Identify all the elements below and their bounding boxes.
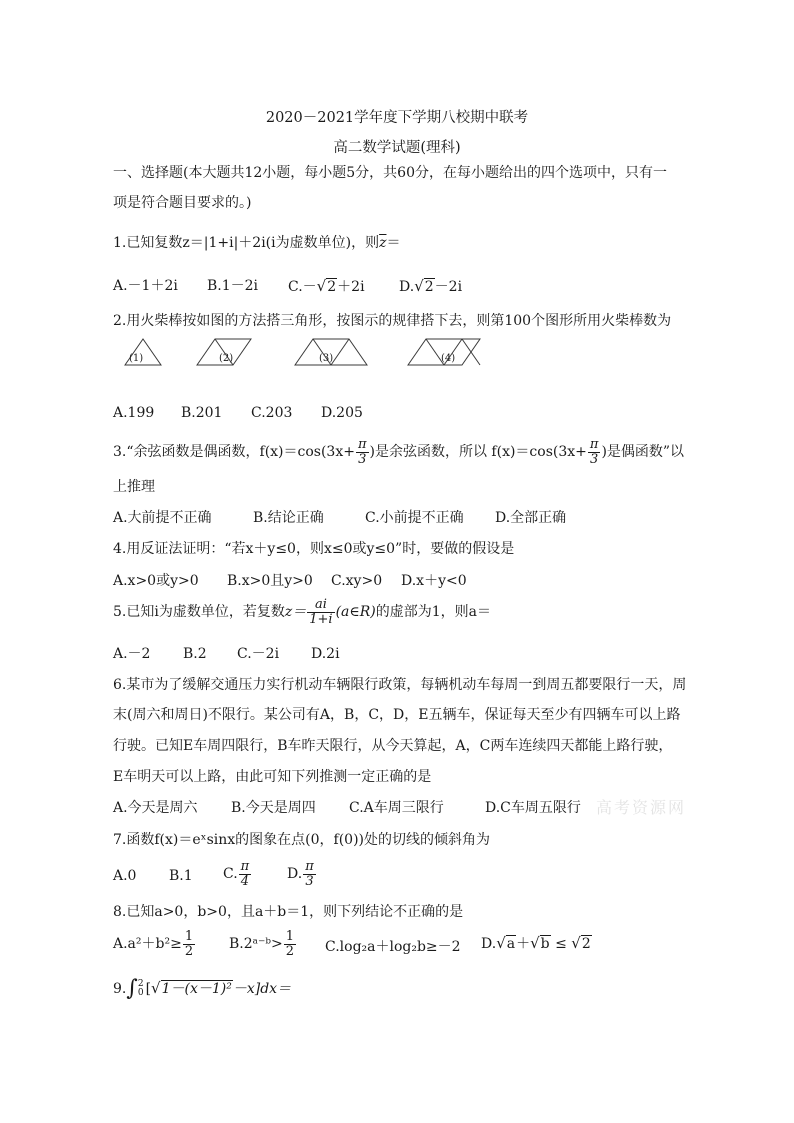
q9-number: 9. bbox=[113, 981, 127, 997]
q8-option-d-radicand-b: b bbox=[540, 936, 550, 952]
sqrt-symbol: √ bbox=[316, 277, 327, 295]
q7-option-c-den: 4 bbox=[239, 874, 252, 889]
q7-option-c-num: π bbox=[240, 859, 250, 874]
q4-option-d[interactable]: D.x＋y<0 bbox=[401, 573, 467, 589]
section-instruction-1: 一、选择题(本大题共12小题，每小题5分，共60分，在每小题给出的四个选项中，只有一 bbox=[113, 165, 667, 181]
q7-option-c-prefix: C. bbox=[223, 866, 238, 883]
q7-stem: 7.函数f(x)＝eˣsinx的图象在点(0，f(0))处的切线的倾斜角为 bbox=[113, 832, 490, 848]
q7-option-b[interactable]: B.1 bbox=[169, 868, 193, 884]
q6-option-b[interactable]: B.今天是周四 bbox=[231, 800, 316, 816]
q3-fraction-1 bbox=[356, 438, 369, 466]
q8-option-c[interactable]: C.log₂a＋log₂b≥－2 bbox=[325, 939, 461, 955]
q3-fraction-2 bbox=[588, 438, 601, 466]
q3-fraction-2-den: 3 bbox=[588, 452, 601, 467]
q3-fraction-1-den: 3 bbox=[356, 452, 369, 467]
q5-option-d[interactable]: D.2i bbox=[311, 646, 340, 662]
q6-option-c[interactable]: C.A车周三限行 bbox=[349, 800, 444, 816]
sqrt-symbol: √ bbox=[571, 934, 581, 952]
sqrt-symbol: √ bbox=[530, 934, 540, 952]
q9-limits bbox=[138, 980, 144, 998]
watermark: 高考资源网 bbox=[596, 798, 687, 817]
q9-stem bbox=[113, 976, 693, 1004]
q7-option-d-prefix: D. bbox=[287, 866, 303, 883]
q4-option-c[interactable]: C.xy>0 bbox=[331, 573, 383, 589]
q3-stem-2: 上推理 bbox=[113, 479, 155, 495]
q3-fraction-2-num: π bbox=[589, 437, 599, 452]
q8-option-b-prefix: B.2ᵃ⁻ᵇ> bbox=[229, 936, 283, 953]
q6-stem-1: 6.某市为了缓解交通压力实行机动车辆限行政策，每辆机动车每周一到周五都要限行一天，周 bbox=[113, 677, 687, 693]
q2-option-b[interactable]: B.201 bbox=[181, 405, 223, 421]
q1-option-c-suffix: ＋2i bbox=[337, 279, 365, 295]
q7-option-d-num: π bbox=[305, 859, 314, 874]
q2-stem: 2.用火柴棒按如图的方法搭三角形，按图示的规律搭下去，则第100个图形所用火柴棒数为 bbox=[113, 313, 672, 329]
exam-subtitle: 高二数学试题(理科) bbox=[333, 140, 461, 156]
q5-fraction-num: ai bbox=[314, 597, 327, 612]
q8-option-a-num: 1 bbox=[184, 929, 194, 944]
q9-lower-limit: 0 bbox=[137, 988, 144, 998]
q8-option-b-num: 1 bbox=[285, 929, 295, 944]
q9-upper-limit: 2 bbox=[137, 979, 144, 989]
q8-option-d[interactable] bbox=[481, 936, 592, 951]
q4-stem: 4.用反证法证明：“若x＋y≤0，则x≤0或y≤0”时，要做的假设是 bbox=[113, 541, 515, 557]
q8-stem: 8.已知a>0，b>0，且a＋b＝1，则下列结论不正确的是 bbox=[113, 904, 464, 920]
q3-option-a[interactable]: A.大前提不正确 bbox=[113, 510, 212, 526]
q8-option-d-radicand-2: 2 bbox=[581, 936, 591, 952]
q5-option-b[interactable]: B.2 bbox=[183, 646, 207, 662]
q3-option-b[interactable]: B.结论正确 bbox=[253, 510, 324, 526]
integral-symbol: ∫ bbox=[126, 976, 138, 1001]
sqrt-symbol: √ bbox=[151, 979, 161, 997]
q3-option-d[interactable]: D.全部正确 bbox=[495, 510, 567, 526]
q1-option-c-radicand: 2 bbox=[327, 279, 337, 295]
q7-option-a[interactable]: A.0 bbox=[113, 868, 137, 884]
q1-option-d-prefix: D. bbox=[399, 279, 415, 295]
section-instruction-2: 项是符合题目要求的。) bbox=[113, 195, 252, 211]
q4-option-a[interactable]: A.x>0或y>0 bbox=[113, 573, 199, 589]
sqrt-symbol: √ bbox=[496, 934, 506, 952]
q9-radicand: 1－(x－1)² bbox=[161, 981, 232, 997]
q2-option-a[interactable]: A.199 bbox=[113, 405, 155, 421]
q1-option-d[interactable] bbox=[399, 279, 462, 294]
q1-option-d-radicand: 2 bbox=[424, 279, 434, 295]
sqrt-symbol: √ bbox=[414, 277, 424, 295]
q5-condition: (a∈R) bbox=[335, 604, 376, 621]
q3-text-1: 3.“余弦函数是偶函数，f(x)＝cos(3x+ bbox=[113, 444, 355, 461]
q1-option-c-prefix: C.－ bbox=[288, 279, 317, 295]
q6-stem-4: E车明天可以上路，由此可知下列推测一定正确的是 bbox=[113, 769, 432, 785]
q8-option-a-prefix: A.a²＋b²≥ bbox=[113, 936, 182, 953]
q8-option-d-radicand-a: a bbox=[506, 936, 516, 952]
q5-z: z＝ bbox=[284, 604, 307, 621]
q4-option-b[interactable]: B.x>0且y>0 bbox=[227, 573, 313, 589]
q3-stem bbox=[113, 438, 693, 472]
q1-option-a[interactable]: A.－1＋2i bbox=[113, 278, 178, 294]
q5-stem bbox=[113, 598, 693, 632]
q1-option-c[interactable] bbox=[288, 279, 365, 294]
figure-label-2: (2) bbox=[219, 353, 234, 364]
q8-option-d-plus: ＋ bbox=[516, 936, 531, 952]
q8-option-d-prefix: D. bbox=[481, 936, 497, 952]
q8-option-b[interactable] bbox=[229, 930, 297, 958]
q7-option-d-den: 3 bbox=[303, 874, 316, 889]
q1-option-b[interactable]: B.1－2i bbox=[207, 278, 259, 294]
q1-option-d-suffix: －2i bbox=[434, 279, 463, 295]
q2-option-d[interactable]: D.205 bbox=[321, 405, 363, 421]
q3-text-2: )是余弦函数，所以 f(x)＝cos(3x+ bbox=[369, 444, 587, 461]
q3-option-c[interactable]: C.小前提不正确 bbox=[365, 510, 464, 526]
q8-option-d-le: ≤ bbox=[550, 936, 572, 952]
q6-stem-2: 末(周六和周日)不限行。某公司有A，B，C，D，E五辆车，保证每天至少有四辆车可以上路 bbox=[113, 707, 681, 723]
q5-fraction-den: 1+i bbox=[309, 611, 333, 627]
figure-label-4: (4) bbox=[441, 353, 456, 364]
q1-stem-text: 1.已知复数z＝|1+i|＋2i(i为虚数单位)，则 bbox=[113, 235, 380, 251]
q2-option-c[interactable]: C.203 bbox=[251, 405, 293, 421]
q8-option-a[interactable] bbox=[113, 930, 196, 958]
q6-option-d[interactable]: D.C车周五限行 bbox=[485, 800, 581, 816]
q6-option-a[interactable]: A.今天是周六 bbox=[113, 800, 198, 816]
figure-label-3: (3) bbox=[319, 353, 334, 364]
q8-option-b-den: 2 bbox=[285, 943, 295, 959]
q3-text-3: )是偶函数”以 bbox=[601, 444, 685, 461]
q5-fraction bbox=[307, 598, 334, 626]
q7-option-d[interactable] bbox=[287, 860, 317, 888]
q9-rest: －x]dx＝ bbox=[232, 981, 292, 997]
q8-option-a-den: 2 bbox=[184, 943, 194, 959]
q5-option-a[interactable]: A.－2 bbox=[113, 646, 151, 662]
figure-label-1: (1) bbox=[129, 353, 144, 364]
q1-stem bbox=[113, 236, 693, 250]
exam-title: 2020－2021学年度下学期八校期中联考 bbox=[265, 110, 529, 126]
q1-z-conjugate: $\overline{z}$ bbox=[379, 235, 387, 251]
figure-3-diagonal-2 bbox=[331, 339, 349, 365]
q5-text-2: 的虚部为1，则a＝ bbox=[375, 604, 492, 621]
q5-option-c[interactable]: C.－2i bbox=[237, 646, 280, 662]
q1-equals: ＝ bbox=[386, 235, 401, 251]
q3-fraction-1-num: π bbox=[357, 437, 367, 452]
q9-bracket-open: [ bbox=[145, 981, 152, 997]
q7-option-c[interactable] bbox=[223, 860, 252, 888]
q6-stem-3: 行驶。已知E车周四限行，B车昨天限行，从今天算起，A，C两车连续四天都能上路行驶， bbox=[113, 738, 673, 754]
q5-text-1: 5.已知i为虚数单位，若复数 bbox=[113, 604, 285, 621]
